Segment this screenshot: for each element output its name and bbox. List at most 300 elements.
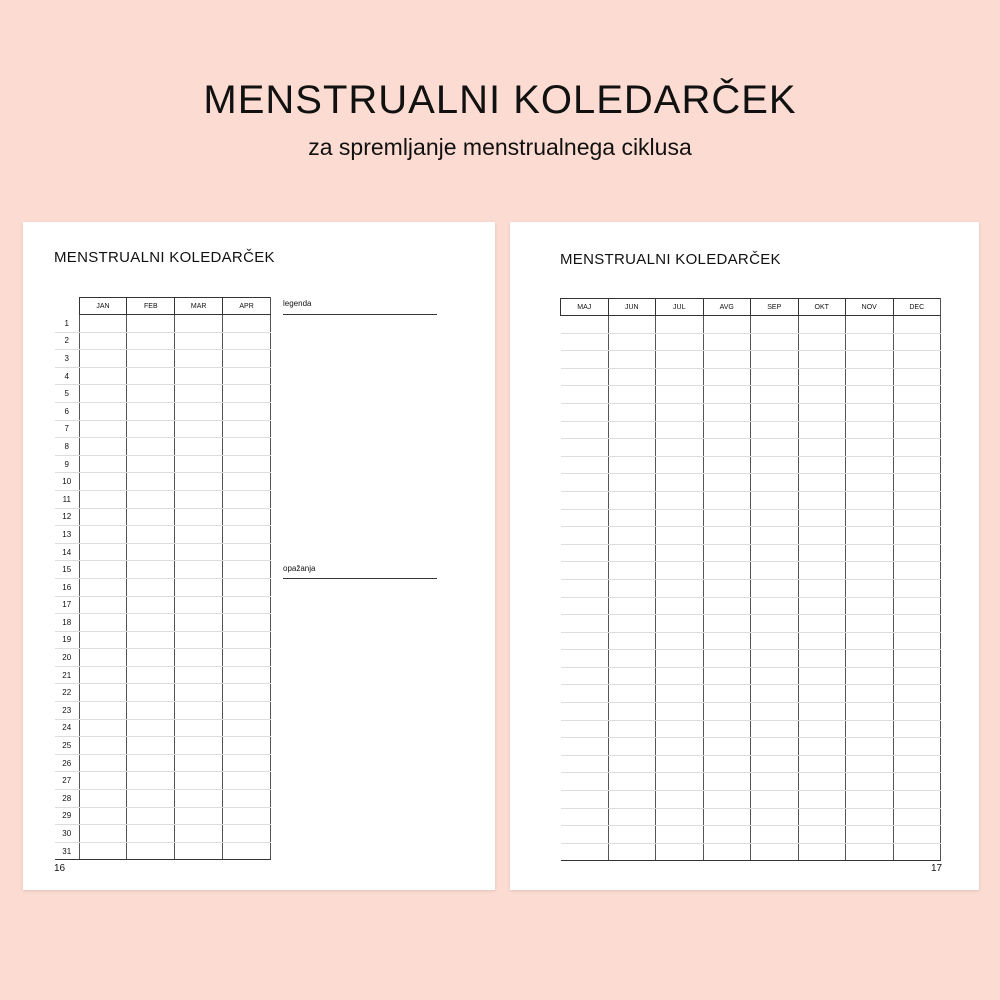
day-cell[interactable] xyxy=(703,667,751,685)
day-cell[interactable] xyxy=(223,543,271,561)
day-cell[interactable] xyxy=(798,333,846,351)
day-cell[interactable] xyxy=(608,456,656,474)
day-cell[interactable] xyxy=(608,685,656,703)
day-cell[interactable] xyxy=(175,473,223,491)
day-cell[interactable] xyxy=(608,773,656,791)
day-cell[interactable] xyxy=(561,351,609,369)
day-cell[interactable] xyxy=(223,842,271,860)
day-cell[interactable] xyxy=(798,843,846,861)
day-cell[interactable] xyxy=(703,562,751,580)
day-cell[interactable] xyxy=(127,402,175,420)
day-cell[interactable] xyxy=(703,685,751,703)
day-cell[interactable] xyxy=(846,368,894,386)
day-cell[interactable] xyxy=(608,386,656,404)
day-cell[interactable] xyxy=(703,439,751,457)
day-cell[interactable] xyxy=(79,842,127,860)
day-cell[interactable] xyxy=(751,755,799,773)
day-cell[interactable] xyxy=(223,315,271,333)
day-cell[interactable] xyxy=(561,474,609,492)
day-cell[interactable] xyxy=(608,808,656,826)
day-cell[interactable] xyxy=(893,685,941,703)
day-cell[interactable] xyxy=(223,754,271,772)
day-cell[interactable] xyxy=(127,842,175,860)
day-cell[interactable] xyxy=(893,826,941,844)
day-cell[interactable] xyxy=(798,791,846,809)
day-cell[interactable] xyxy=(846,773,894,791)
day-cell[interactable] xyxy=(561,333,609,351)
day-cell[interactable] xyxy=(703,333,751,351)
day-cell[interactable] xyxy=(751,843,799,861)
day-cell[interactable] xyxy=(703,509,751,527)
day-cell[interactable] xyxy=(703,632,751,650)
day-cell[interactable] xyxy=(561,368,609,386)
day-cell[interactable] xyxy=(703,826,751,844)
day-cell[interactable] xyxy=(656,650,704,668)
day-cell[interactable] xyxy=(175,402,223,420)
day-cell[interactable] xyxy=(79,455,127,473)
day-cell[interactable] xyxy=(846,456,894,474)
day-cell[interactable] xyxy=(656,808,704,826)
day-cell[interactable] xyxy=(798,808,846,826)
day-cell[interactable] xyxy=(798,579,846,597)
day-cell[interactable] xyxy=(893,791,941,809)
day-cell[interactable] xyxy=(561,650,609,668)
day-cell[interactable] xyxy=(798,685,846,703)
day-cell[interactable] xyxy=(79,543,127,561)
day-cell[interactable] xyxy=(893,562,941,580)
day-cell[interactable] xyxy=(79,526,127,544)
day-cell[interactable] xyxy=(798,509,846,527)
day-cell[interactable] xyxy=(703,843,751,861)
day-cell[interactable] xyxy=(798,667,846,685)
day-cell[interactable] xyxy=(656,755,704,773)
day-cell[interactable] xyxy=(127,385,175,403)
day-cell[interactable] xyxy=(846,791,894,809)
day-cell[interactable] xyxy=(127,578,175,596)
day-cell[interactable] xyxy=(127,561,175,579)
day-cell[interactable] xyxy=(608,791,656,809)
day-cell[interactable] xyxy=(561,738,609,756)
day-cell[interactable] xyxy=(79,807,127,825)
day-cell[interactable] xyxy=(561,456,609,474)
day-cell[interactable] xyxy=(893,597,941,615)
day-cell[interactable] xyxy=(79,561,127,579)
day-cell[interactable] xyxy=(751,720,799,738)
day-cell[interactable] xyxy=(223,825,271,843)
day-cell[interactable] xyxy=(846,826,894,844)
day-cell[interactable] xyxy=(79,684,127,702)
day-cell[interactable] xyxy=(656,843,704,861)
day-cell[interactable] xyxy=(223,790,271,808)
day-cell[interactable] xyxy=(893,368,941,386)
day-cell[interactable] xyxy=(175,754,223,772)
day-cell[interactable] xyxy=(175,631,223,649)
day-cell[interactable] xyxy=(223,666,271,684)
day-cell[interactable] xyxy=(127,315,175,333)
day-cell[interactable] xyxy=(703,351,751,369)
day-cell[interactable] xyxy=(561,527,609,545)
day-cell[interactable] xyxy=(127,367,175,385)
day-cell[interactable] xyxy=(79,402,127,420)
day-cell[interactable] xyxy=(175,666,223,684)
day-cell[interactable] xyxy=(561,773,609,791)
day-cell[interactable] xyxy=(893,808,941,826)
day-cell[interactable] xyxy=(561,421,609,439)
day-cell[interactable] xyxy=(846,597,894,615)
day-cell[interactable] xyxy=(656,703,704,721)
day-cell[interactable] xyxy=(846,386,894,404)
day-cell[interactable] xyxy=(846,491,894,509)
day-cell[interactable] xyxy=(608,650,656,668)
day-cell[interactable] xyxy=(751,421,799,439)
day-cell[interactable] xyxy=(893,421,941,439)
day-cell[interactable] xyxy=(893,316,941,334)
day-cell[interactable] xyxy=(656,562,704,580)
day-cell[interactable] xyxy=(223,772,271,790)
day-cell[interactable] xyxy=(79,332,127,350)
day-cell[interactable] xyxy=(893,333,941,351)
day-cell[interactable] xyxy=(846,720,894,738)
day-cell[interactable] xyxy=(175,649,223,667)
day-cell[interactable] xyxy=(175,719,223,737)
day-cell[interactable] xyxy=(175,737,223,755)
day-cell[interactable] xyxy=(79,772,127,790)
day-cell[interactable] xyxy=(656,738,704,756)
day-cell[interactable] xyxy=(127,420,175,438)
day-cell[interactable] xyxy=(893,650,941,668)
day-cell[interactable] xyxy=(751,316,799,334)
day-cell[interactable] xyxy=(223,702,271,720)
day-cell[interactable] xyxy=(703,720,751,738)
day-cell[interactable] xyxy=(127,508,175,526)
day-cell[interactable] xyxy=(798,562,846,580)
day-cell[interactable] xyxy=(656,316,704,334)
day-cell[interactable] xyxy=(127,596,175,614)
day-cell[interactable] xyxy=(703,597,751,615)
day-cell[interactable] xyxy=(223,402,271,420)
day-cell[interactable] xyxy=(798,738,846,756)
day-cell[interactable] xyxy=(175,385,223,403)
day-cell[interactable] xyxy=(798,491,846,509)
day-cell[interactable] xyxy=(561,544,609,562)
day-cell[interactable] xyxy=(127,473,175,491)
day-cell[interactable] xyxy=(561,720,609,738)
day-cell[interactable] xyxy=(703,738,751,756)
day-cell[interactable] xyxy=(79,508,127,526)
day-cell[interactable] xyxy=(656,403,704,421)
day-cell[interactable] xyxy=(751,826,799,844)
day-cell[interactable] xyxy=(561,579,609,597)
day-cell[interactable] xyxy=(656,421,704,439)
day-cell[interactable] xyxy=(223,455,271,473)
day-cell[interactable] xyxy=(703,544,751,562)
day-cell[interactable] xyxy=(223,684,271,702)
day-cell[interactable] xyxy=(79,438,127,456)
day-cell[interactable] xyxy=(846,685,894,703)
day-cell[interactable] xyxy=(223,649,271,667)
day-cell[interactable] xyxy=(798,439,846,457)
day-cell[interactable] xyxy=(893,703,941,721)
day-cell[interactable] xyxy=(751,333,799,351)
day-cell[interactable] xyxy=(608,421,656,439)
day-cell[interactable] xyxy=(656,386,704,404)
day-cell[interactable] xyxy=(798,351,846,369)
day-cell[interactable] xyxy=(751,562,799,580)
day-cell[interactable] xyxy=(223,526,271,544)
day-cell[interactable] xyxy=(798,368,846,386)
day-cell[interactable] xyxy=(608,509,656,527)
day-cell[interactable] xyxy=(223,490,271,508)
day-cell[interactable] xyxy=(127,702,175,720)
day-cell[interactable] xyxy=(893,456,941,474)
day-cell[interactable] xyxy=(127,350,175,368)
day-cell[interactable] xyxy=(175,807,223,825)
day-cell[interactable] xyxy=(751,650,799,668)
day-cell[interactable] xyxy=(751,791,799,809)
day-cell[interactable] xyxy=(608,579,656,597)
day-cell[interactable] xyxy=(893,527,941,545)
day-cell[interactable] xyxy=(846,579,894,597)
day-cell[interactable] xyxy=(608,720,656,738)
day-cell[interactable] xyxy=(561,632,609,650)
day-cell[interactable] xyxy=(608,544,656,562)
day-cell[interactable] xyxy=(175,490,223,508)
day-cell[interactable] xyxy=(175,614,223,632)
day-cell[interactable] xyxy=(703,421,751,439)
day-cell[interactable] xyxy=(127,807,175,825)
day-cell[interactable] xyxy=(79,420,127,438)
day-cell[interactable] xyxy=(223,420,271,438)
day-cell[interactable] xyxy=(751,474,799,492)
day-cell[interactable] xyxy=(893,509,941,527)
day-cell[interactable] xyxy=(223,737,271,755)
day-cell[interactable] xyxy=(798,316,846,334)
day-cell[interactable] xyxy=(751,615,799,633)
day-cell[interactable] xyxy=(223,350,271,368)
day-cell[interactable] xyxy=(561,403,609,421)
day-cell[interactable] xyxy=(608,703,656,721)
day-cell[interactable] xyxy=(223,473,271,491)
day-cell[interactable] xyxy=(703,368,751,386)
day-cell[interactable] xyxy=(608,755,656,773)
day-cell[interactable] xyxy=(846,703,894,721)
day-cell[interactable] xyxy=(656,439,704,457)
day-cell[interactable] xyxy=(175,702,223,720)
day-cell[interactable] xyxy=(79,315,127,333)
day-cell[interactable] xyxy=(798,403,846,421)
day-cell[interactable] xyxy=(223,719,271,737)
day-cell[interactable] xyxy=(798,386,846,404)
day-cell[interactable] xyxy=(175,790,223,808)
day-cell[interactable] xyxy=(656,791,704,809)
day-cell[interactable] xyxy=(79,350,127,368)
day-cell[interactable] xyxy=(846,351,894,369)
day-cell[interactable] xyxy=(127,332,175,350)
day-cell[interactable] xyxy=(703,755,751,773)
day-cell[interactable] xyxy=(893,632,941,650)
day-cell[interactable] xyxy=(127,631,175,649)
day-cell[interactable] xyxy=(893,843,941,861)
day-cell[interactable] xyxy=(751,509,799,527)
day-cell[interactable] xyxy=(656,509,704,527)
day-cell[interactable] xyxy=(751,597,799,615)
day-cell[interactable] xyxy=(79,719,127,737)
day-cell[interactable] xyxy=(561,685,609,703)
day-cell[interactable] xyxy=(846,667,894,685)
day-cell[interactable] xyxy=(703,615,751,633)
day-cell[interactable] xyxy=(561,703,609,721)
day-cell[interactable] xyxy=(703,403,751,421)
day-cell[interactable] xyxy=(846,439,894,457)
day-cell[interactable] xyxy=(79,649,127,667)
day-cell[interactable] xyxy=(798,632,846,650)
day-cell[interactable] xyxy=(893,579,941,597)
day-cell[interactable] xyxy=(846,843,894,861)
day-cell[interactable] xyxy=(893,667,941,685)
day-cell[interactable] xyxy=(656,527,704,545)
day-cell[interactable] xyxy=(127,825,175,843)
day-cell[interactable] xyxy=(175,350,223,368)
day-cell[interactable] xyxy=(656,720,704,738)
day-cell[interactable] xyxy=(561,667,609,685)
day-cell[interactable] xyxy=(656,474,704,492)
day-cell[interactable] xyxy=(79,737,127,755)
day-cell[interactable] xyxy=(561,439,609,457)
day-cell[interactable] xyxy=(703,650,751,668)
day-cell[interactable] xyxy=(561,491,609,509)
day-cell[interactable] xyxy=(703,527,751,545)
day-cell[interactable] xyxy=(175,315,223,333)
day-cell[interactable] xyxy=(561,562,609,580)
day-cell[interactable] xyxy=(175,526,223,544)
day-cell[interactable] xyxy=(893,755,941,773)
day-cell[interactable] xyxy=(175,596,223,614)
day-cell[interactable] xyxy=(79,490,127,508)
day-cell[interactable] xyxy=(798,650,846,668)
day-cell[interactable] xyxy=(561,386,609,404)
day-cell[interactable] xyxy=(656,333,704,351)
day-cell[interactable] xyxy=(79,666,127,684)
day-cell[interactable] xyxy=(79,754,127,772)
day-cell[interactable] xyxy=(127,719,175,737)
day-cell[interactable] xyxy=(127,666,175,684)
day-cell[interactable] xyxy=(175,561,223,579)
day-cell[interactable] xyxy=(703,703,751,721)
day-cell[interactable] xyxy=(561,509,609,527)
day-cell[interactable] xyxy=(79,578,127,596)
day-cell[interactable] xyxy=(656,632,704,650)
day-cell[interactable] xyxy=(798,826,846,844)
day-cell[interactable] xyxy=(703,474,751,492)
day-cell[interactable] xyxy=(223,438,271,456)
day-cell[interactable] xyxy=(798,527,846,545)
day-cell[interactable] xyxy=(175,772,223,790)
day-cell[interactable] xyxy=(846,474,894,492)
day-cell[interactable] xyxy=(751,368,799,386)
day-cell[interactable] xyxy=(751,386,799,404)
day-cell[interactable] xyxy=(751,579,799,597)
day-cell[interactable] xyxy=(751,808,799,826)
day-cell[interactable] xyxy=(751,685,799,703)
day-cell[interactable] xyxy=(893,439,941,457)
day-cell[interactable] xyxy=(798,456,846,474)
day-cell[interactable] xyxy=(893,544,941,562)
day-cell[interactable] xyxy=(846,333,894,351)
day-cell[interactable] xyxy=(127,543,175,561)
day-cell[interactable] xyxy=(656,597,704,615)
day-cell[interactable] xyxy=(223,631,271,649)
day-cell[interactable] xyxy=(751,738,799,756)
day-cell[interactable] xyxy=(175,367,223,385)
day-cell[interactable] xyxy=(751,703,799,721)
day-cell[interactable] xyxy=(79,631,127,649)
day-cell[interactable] xyxy=(127,490,175,508)
day-cell[interactable] xyxy=(79,702,127,720)
day-cell[interactable] xyxy=(893,773,941,791)
day-cell[interactable] xyxy=(656,351,704,369)
day-cell[interactable] xyxy=(608,351,656,369)
day-cell[interactable] xyxy=(79,473,127,491)
day-cell[interactable] xyxy=(751,491,799,509)
day-cell[interactable] xyxy=(656,826,704,844)
day-cell[interactable] xyxy=(175,332,223,350)
day-cell[interactable] xyxy=(798,615,846,633)
day-cell[interactable] xyxy=(561,597,609,615)
day-cell[interactable] xyxy=(846,632,894,650)
day-cell[interactable] xyxy=(798,421,846,439)
day-cell[interactable] xyxy=(656,368,704,386)
day-cell[interactable] xyxy=(127,790,175,808)
day-cell[interactable] xyxy=(223,561,271,579)
day-cell[interactable] xyxy=(656,615,704,633)
day-cell[interactable] xyxy=(175,825,223,843)
day-cell[interactable] xyxy=(703,773,751,791)
day-cell[interactable] xyxy=(893,474,941,492)
day-cell[interactable] xyxy=(703,316,751,334)
day-cell[interactable] xyxy=(703,456,751,474)
day-cell[interactable] xyxy=(79,614,127,632)
day-cell[interactable] xyxy=(561,843,609,861)
day-cell[interactable] xyxy=(703,791,751,809)
day-cell[interactable] xyxy=(223,578,271,596)
day-cell[interactable] xyxy=(608,403,656,421)
day-cell[interactable] xyxy=(608,632,656,650)
day-cell[interactable] xyxy=(893,386,941,404)
day-cell[interactable] xyxy=(846,738,894,756)
day-cell[interactable] xyxy=(127,754,175,772)
day-cell[interactable] xyxy=(703,579,751,597)
day-cell[interactable] xyxy=(751,544,799,562)
day-cell[interactable] xyxy=(223,332,271,350)
day-cell[interactable] xyxy=(798,773,846,791)
day-cell[interactable] xyxy=(561,615,609,633)
day-cell[interactable] xyxy=(846,421,894,439)
day-cell[interactable] xyxy=(223,385,271,403)
day-cell[interactable] xyxy=(751,439,799,457)
day-cell[interactable] xyxy=(79,367,127,385)
day-cell[interactable] xyxy=(656,667,704,685)
day-cell[interactable] xyxy=(656,544,704,562)
day-cell[interactable] xyxy=(703,386,751,404)
day-cell[interactable] xyxy=(846,527,894,545)
day-cell[interactable] xyxy=(175,842,223,860)
day-cell[interactable] xyxy=(608,597,656,615)
day-cell[interactable] xyxy=(561,791,609,809)
day-cell[interactable] xyxy=(751,632,799,650)
day-cell[interactable] xyxy=(893,738,941,756)
day-cell[interactable] xyxy=(223,614,271,632)
day-cell[interactable] xyxy=(127,772,175,790)
